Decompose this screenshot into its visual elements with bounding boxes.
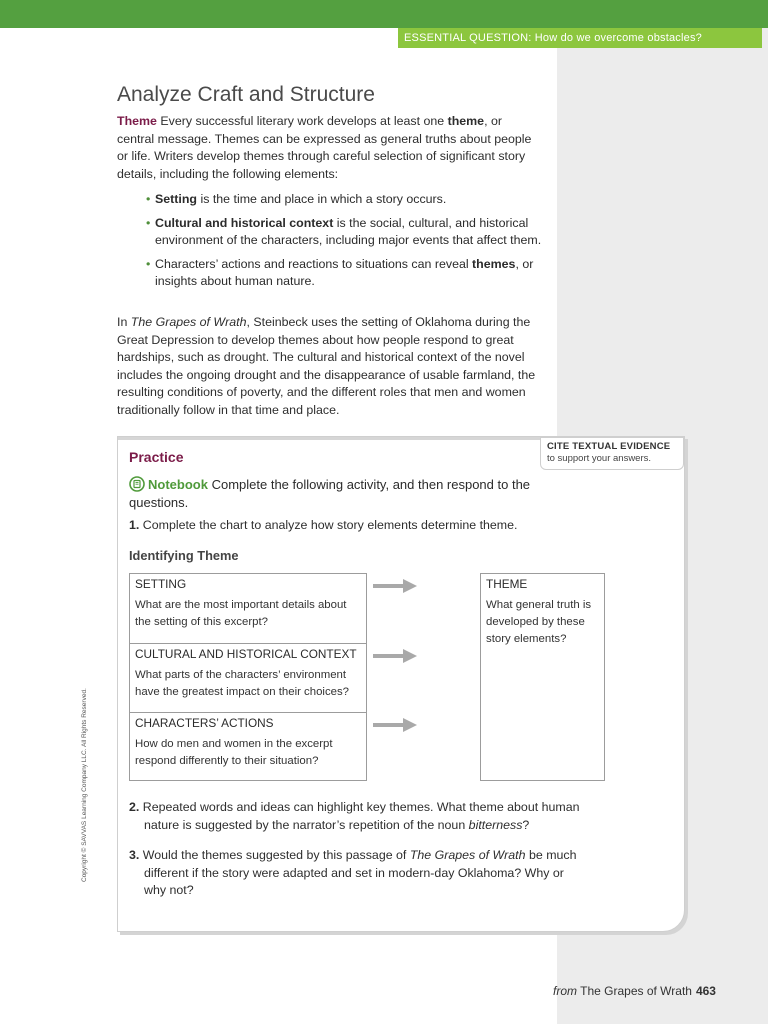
chart-cell-characters[interactable] xyxy=(130,713,366,782)
question-3-book-title: The Grapes of Wrath xyxy=(409,848,526,862)
bullet-text-context: is the social, cultural, and historical environment of the characters, including major events that affect them. xyxy=(155,215,542,248)
page-number: 463 xyxy=(695,984,716,998)
chart-cell-context[interactable] xyxy=(130,644,366,713)
question-1 xyxy=(129,518,517,532)
chart-heading-theme: THEME xyxy=(486,577,528,591)
question-3 xyxy=(129,847,589,900)
chart-question-characters: How do men and women in the excerpt respond differently to their situation? xyxy=(135,738,333,767)
essential-question-label: ESSENTIAL QUESTION: xyxy=(404,32,532,44)
arrow-right-icon xyxy=(373,649,417,663)
chart-question-context: What parts of the characters’ environment have the greatest impact on their choices? xyxy=(135,669,350,698)
theme-keyword: theme xyxy=(447,114,485,128)
chart-question-theme: What general truth is developed by these story elements? xyxy=(486,599,592,645)
question-2 xyxy=(129,799,589,834)
question-3-number: 3. xyxy=(129,848,140,862)
page-footer xyxy=(553,984,716,998)
chart-question-setting: What are the most important details about the setting of this excerpt? xyxy=(135,599,347,628)
bullet-text-characters: , or insights about human nature. xyxy=(155,256,534,289)
copyright-notice: Copyright © SAVVAS Learning Company LLC. All Rights Reserved. xyxy=(81,688,88,882)
notebook-icon xyxy=(129,476,145,492)
bullet-text-setting: is the time and place in which a story occurs. xyxy=(197,192,447,206)
para2-rest: , Steinbeck uses the setting of Oklahoma during the Great Depression to develop themes about how people respond to great hardships, such as drought. The cultural and historical context of the novel includes the ongoing drought and the disappearance of usable farmland, the resulting conditions of poverty, and the different roles that men and women traditionally follow in that time and place. xyxy=(117,315,536,417)
essential-question-banner xyxy=(398,28,762,48)
story-elements-list xyxy=(146,191,546,297)
question-1-text: Complete the chart to analyze how story elements determine theme. xyxy=(142,518,518,532)
notebook-text: Complete the following activity, and then respond to the questions. xyxy=(129,477,531,510)
theme-intro-paragraph xyxy=(117,113,539,183)
list-item-characters xyxy=(146,256,546,291)
arrow-right-icon xyxy=(373,718,417,732)
cite-title: CITE TEXTUAL EVIDENCE xyxy=(547,441,671,452)
bullet-icon: • xyxy=(146,256,151,271)
question-2-text: Repeated words and ideas can highlight key themes. What theme about human nature is suggested by the narrator’s repetition of the noun xyxy=(142,800,580,832)
list-item-setting xyxy=(146,191,546,209)
bullet-icon: • xyxy=(146,192,151,206)
question-3-end: be much different if the story were adapted and set in modern-day Oklahoma? Why or why not? xyxy=(144,848,577,898)
page-title: Analyze Craft and Structure xyxy=(117,83,375,106)
grapes-of-wrath-paragraph xyxy=(117,314,539,420)
bullet-bold-themes: themes xyxy=(472,256,516,271)
story-elements-chart xyxy=(129,573,367,781)
bullet-pre-characters: Characters’ actions and reactions to situations can reveal xyxy=(155,256,473,271)
notebook-instruction xyxy=(129,476,549,511)
footer-title: The Grapes of Wrath xyxy=(580,984,692,998)
bullet-bold-context: Cultural and historical context xyxy=(155,215,334,230)
question-2-number: 2. xyxy=(129,800,140,814)
list-item-context xyxy=(146,215,546,250)
question-1-number: 1. xyxy=(129,518,140,532)
intro-text-1: Every successful literary work develops at least one xyxy=(160,114,445,128)
question-3-text: Would the themes suggested by this passage of xyxy=(142,848,410,862)
practice-title: Practice xyxy=(129,449,184,465)
top-color-band xyxy=(0,0,768,28)
chart-heading-characters: CHARACTERS’ ACTIONS xyxy=(135,716,274,730)
chart-heading-setting: SETTING xyxy=(135,577,187,591)
arrow-right-icon xyxy=(373,579,417,593)
question-2-end: ? xyxy=(522,817,530,832)
chart-heading-context: CULTURAL AND HISTORICAL CONTEXT xyxy=(135,647,357,661)
notebook-label: Notebook xyxy=(148,477,208,492)
bullet-bold-setting: Setting xyxy=(155,192,197,206)
book-title: The Grapes of Wrath xyxy=(130,315,247,329)
chart-cell-theme[interactable] xyxy=(480,573,605,781)
theme-term: Theme xyxy=(117,114,157,128)
para2-pre: In xyxy=(117,315,131,329)
chart-cell-setting[interactable] xyxy=(130,574,366,644)
intro-text-2: , or central message. Themes can be expressed as general truths about people or life. Writers develop themes through careful selection of significant story details, including the following elements: xyxy=(117,114,532,181)
question-2-emphasis: bitterness xyxy=(468,817,523,832)
essential-question-text: How do we overcome obstacles? xyxy=(534,32,702,44)
chart-title: Identifying Theme xyxy=(129,548,239,563)
footer-from: from xyxy=(553,984,577,998)
cite-textual-evidence-tab xyxy=(540,437,684,470)
bullet-icon: • xyxy=(146,215,151,230)
cite-subtitle: to support your answers. xyxy=(547,453,652,464)
